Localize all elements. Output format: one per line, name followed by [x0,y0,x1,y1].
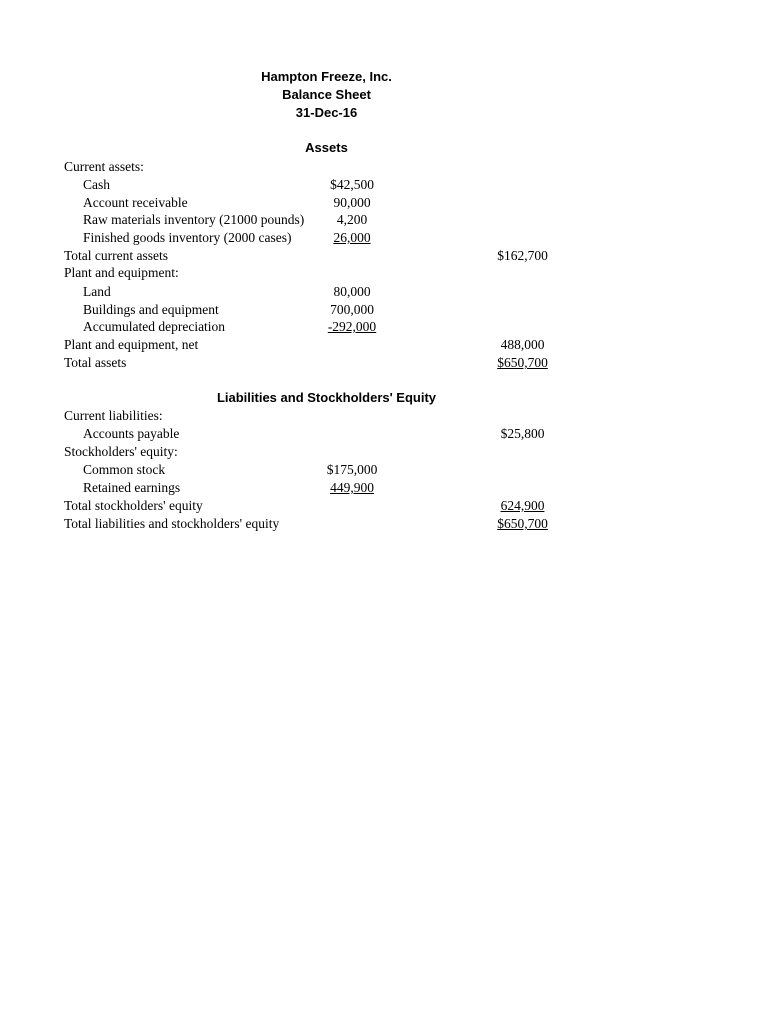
current-liabilities-label: Current liabilities: [64,408,163,423]
account-receivable-label: Account receivable [83,195,188,210]
land-value: 80,000 [333,284,371,299]
land-label: Land [83,284,111,299]
stockholders-equity-header-row [0,443,768,461]
accumulated-depreciation-row [0,318,768,336]
current-liabilities-header-row [0,407,768,425]
company-name: Hampton Freeze, Inc. [261,69,392,84]
total-liabilities-equity-row [0,515,768,533]
accounts-payable-value: $25,800 [500,426,545,441]
buildings-value: 700,000 [330,302,374,317]
buildings-label: Buildings and equipment [83,302,219,317]
assets-heading: Assets [305,140,348,155]
current-assets-header-row [0,158,768,176]
total-assets-row [0,354,768,372]
plant-net-row [0,336,768,354]
plant-net-value: 488,000 [500,337,545,352]
retained-earnings-label: Retained earnings [83,480,181,495]
cash-row [0,176,768,194]
plant-equipment-label: Plant and equipment: [64,265,179,280]
accounts-payable-label: Accounts payable [83,426,180,441]
common-stock-label: Common stock [83,462,166,477]
total-current-assets-label: Total current assets [64,248,169,263]
raw-materials-value: 4,200 [336,212,368,227]
cash-value: $42,500 [330,177,374,192]
account-receivable-value: 90,000 [333,195,371,210]
finished-goods-value: 26,000 [333,230,371,245]
total-assets-value: $650,700 [497,355,548,370]
raw-materials-row [0,211,768,229]
retained-earnings-row [0,479,768,497]
accounts-payable-row [0,425,768,443]
common-stock-row [0,461,768,479]
total-current-assets-row [0,247,768,265]
current-assets-label: Current assets: [64,159,144,174]
total-assets-label: Total assets [64,355,127,370]
common-stock-value: $175,000 [326,462,378,477]
account-receivable-row [0,194,768,212]
finished-goods-row [0,229,768,247]
total-stockholders-equity-label: Total stockholders' equity [64,498,203,513]
buildings-row [0,301,768,319]
total-liabilities-equity-label: Total liabilities and stockholders' equity [64,516,280,531]
accumulated-depreciation-label: Accumulated depreciation [83,319,226,334]
total-current-assets-value: $162,700 [497,248,548,263]
plant-net-label: Plant and equipment, net [64,337,199,352]
plant-equipment-header-row [0,264,768,282]
liabilities-heading: Liabilities and Stockholders' Equity [216,390,437,405]
cash-label: Cash [83,177,110,192]
raw-materials-label: Raw materials inventory (21000 pounds) [83,212,305,227]
statement-title: Balance Sheet [282,87,371,102]
total-stockholders-equity-value: 624,900 [500,498,545,513]
total-stockholders-equity-row [0,497,768,515]
land-row [0,283,768,301]
stockholders-equity-label: Stockholders' equity: [64,444,178,459]
accumulated-depreciation-value: -292,000 [327,319,377,334]
total-liabilities-equity-value: $650,700 [497,516,548,531]
retained-earnings-value: 449,900 [330,480,374,495]
finished-goods-label: Finished goods inventory (2000 cases) [83,230,292,245]
statement-date: 31-Dec-16 [295,105,358,120]
